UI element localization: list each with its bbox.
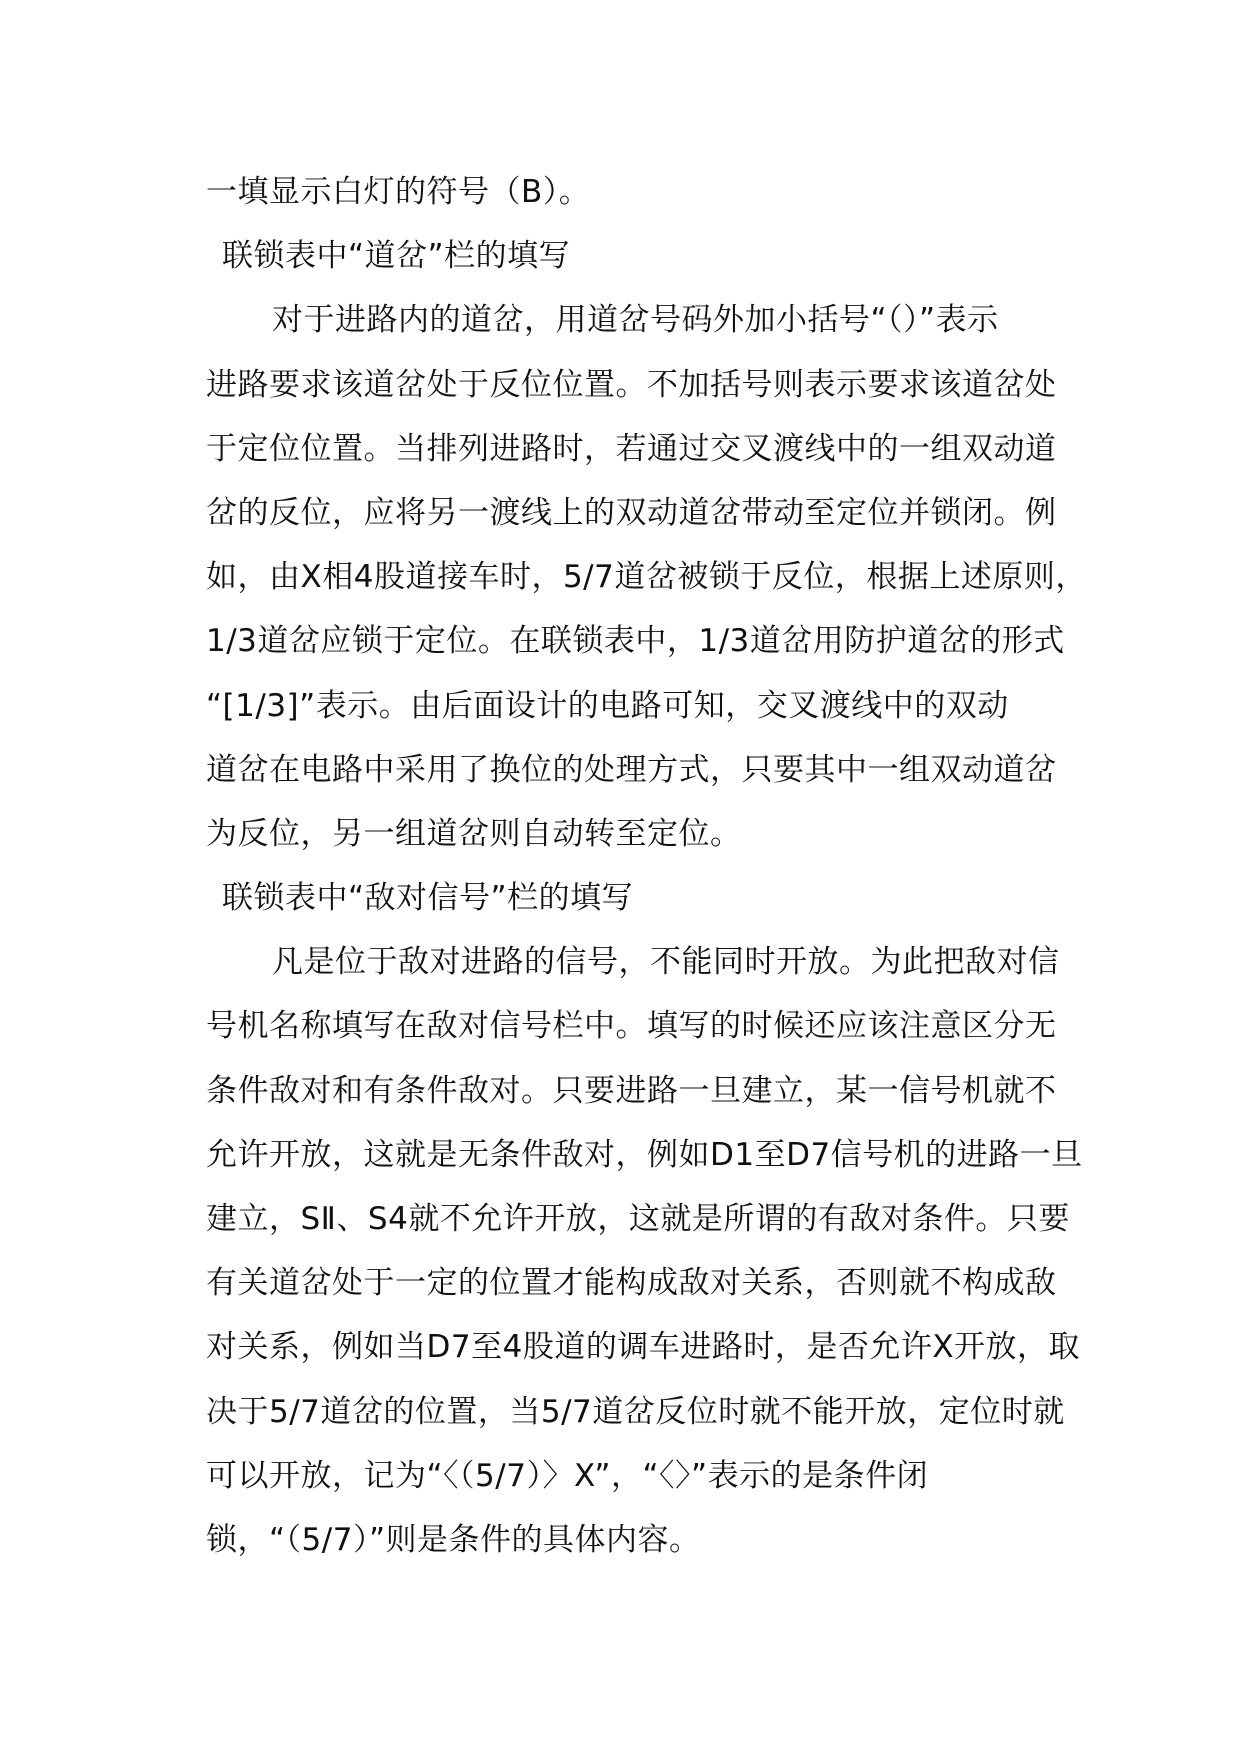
text-line: 进路要求该道岔处于反位位置。不加括号则表示要求该道岔处 bbox=[206, 366, 1057, 403]
text-line: 岔的反位，应将另一渡线上的双动道岔带动至定位并锁闭。例 bbox=[206, 494, 1057, 531]
text-line: 号机名称填写在敌对信号栏中。填写的时候还应该注意区分无 bbox=[206, 1008, 1057, 1045]
text-line: 为反位，另一组道岔则自动转至定位。 bbox=[206, 815, 742, 852]
text-line: 道岔在电路中采用了换位的处理方式，只要其中一组双动道岔 bbox=[206, 751, 1057, 788]
text-line: 有关道岔处于一定的位置才能构成敌对关系，否则就不构成敌 bbox=[206, 1265, 1057, 1302]
text-line: 1/3道岔应锁于定位。在联锁表中，1/3道岔用防护道岔的形式 bbox=[206, 623, 1065, 660]
section-heading-switch: 联锁表中“道岔”栏的填写 bbox=[222, 238, 571, 275]
text-line: 条件敌对和有条件敌对。只要进路一旦建立，某一信号机就不 bbox=[206, 1072, 1057, 1109]
intro-line: 一填显示白灯的符号（B）。 bbox=[206, 174, 591, 210]
text-line: 可以开放，记为“〈（5/7）〉X”，“〈〉”表示的是条件闭 bbox=[206, 1457, 929, 1494]
text-line: 允许开放，这就是无条件敌对，例如D1至D7信号机的进路一旦 bbox=[206, 1136, 1083, 1173]
text-line: 如，由X相4股道接车时，5/7道岔被锁于反位，根据上述原则， bbox=[206, 559, 1087, 596]
text-line: 凡是位于敌对进路的信号，不能同时开放。为此把敌对信 bbox=[272, 944, 1060, 981]
text-line: 对关系，例如当D7至4股道的调车进路时，是否允许X开放，取 bbox=[206, 1329, 1081, 1366]
section-heading-conflicting-signal: 联锁表中“敌对信号”栏的填写 bbox=[222, 880, 634, 917]
text-line: 锁，“（5/7）”则是条件的具体内容。 bbox=[206, 1521, 701, 1558]
text-line: 决于5/7道岔的位置，当5/7道岔反位时就不能开放，定位时就 bbox=[206, 1393, 1065, 1430]
text-line: 于定位位置。当排列进路时，若通过交叉渡线中的一组双动道 bbox=[206, 430, 1057, 467]
text-line: 建立，SⅡ、S4就不允许开放，这就是所谓的有敌对条件。只要 bbox=[206, 1201, 1070, 1237]
paragraph-conflicting-signal bbox=[206, 930, 1126, 1572]
text-line: “[1/3]”表示。由后面设计的电路可知，交叉渡线中的双动 bbox=[206, 687, 1009, 724]
document-page bbox=[206, 160, 1126, 1572]
paragraph-switch bbox=[206, 288, 1126, 866]
text-line: 对于进路内的道岔，用道岔号码外加小括号“（）”表示 bbox=[272, 302, 999, 339]
